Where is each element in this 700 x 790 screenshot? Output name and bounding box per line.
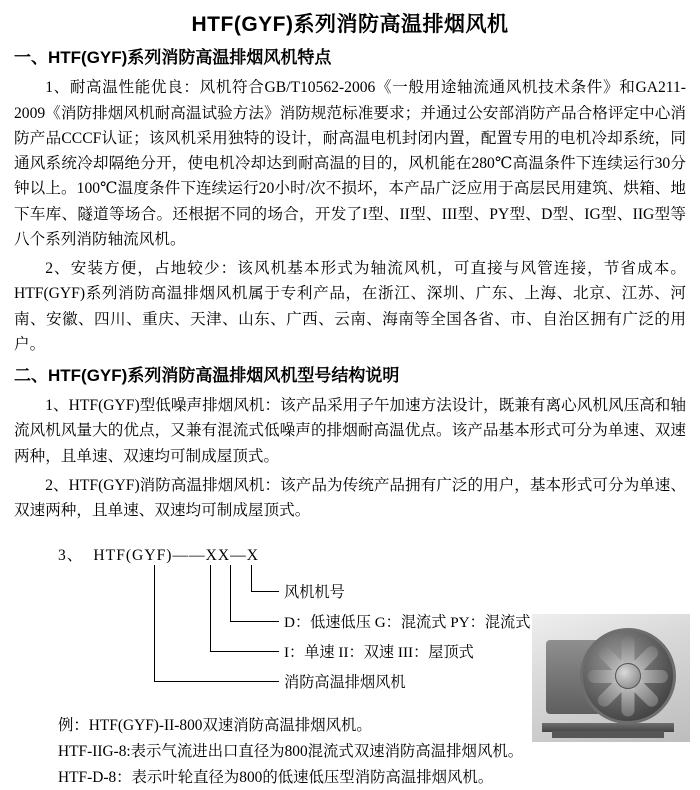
example-line-2: HTF-IIG-8:表示气流进出口直径为800混流式双速消防高温排烟风机。 <box>58 739 686 765</box>
callout-label-4: 消防高温排烟风机 <box>284 671 406 692</box>
leader-line-3-horizontal <box>210 651 279 652</box>
model-code-line <box>58 543 259 565</box>
page-title: HTF(GYF)系列消防高温排烟风机 <box>14 12 686 37</box>
example-line-3: HTF-D-8：表示叶轮直径为800的低速低压型消防高温排烟风机。 <box>58 765 686 790</box>
example-line-1: 例：HTF(GYF)-II-800双速消防高温排烟风机。 <box>58 713 686 739</box>
leader-line-1-vertical <box>251 565 252 591</box>
paragraph-1-1: 1、耐高温性能优良：风机符合GB/T10562-2006《一般用途轴流通风机技术条件》和GA211-2009《消防排烟风机耐高温试验方法》消防规范标准要求；并通过公安部消防产品合格评定中心消防产品CCCF认证；该风机采用独特的设计，耐高温电机封闭内置，配置专用的电机冷却系统，同通风系统冷却隔绝分开，使电机冷却达到耐高温的目的，风机能在280℃高温条件下连续运行30分钟以上。100℃温度条件下连续运行20小时/次不损坏，本产品广泛应用于高层民用建筑、烘箱、地下车库、隧道等场合。还根据不同的场合，开发了I型、II型、III型、PY型、D型、IG型、IIG型等八个系列消防轴流风机。 <box>14 75 686 252</box>
callout-label-1: 风机机号 <box>284 581 345 602</box>
fan-base-support <box>552 731 664 738</box>
leader-line-2-vertical <box>230 565 231 621</box>
leader-line-2-horizontal <box>230 621 279 622</box>
leader-line-4-horizontal <box>154 681 279 682</box>
leader-line-4-vertical <box>154 565 155 681</box>
fan-impeller-ring <box>580 628 676 724</box>
section-heading-2: 二、HTF(GYF)系列消防高温排烟风机型号结构说明 <box>14 365 686 387</box>
axial-fan-photo <box>532 614 690 742</box>
paragraph-1-2: 2、安装方便，占地较少：该风机基本形式为轴流风机，可直接与风管连接，节省成本。HTF(GYF)系列消防高温排烟风机属于专利产品，在浙江、深圳、广东、上海、北京、江苏、河南、安徽、四川、重庆、天津、山东、广西、云南、海南等全国各省、市、自治区拥有广泛的用户。 <box>14 256 686 357</box>
callout-label-2: D：低速低压 G：混流式 PY：混流式 <box>284 611 530 632</box>
leader-line-1-horizontal <box>251 591 279 592</box>
section-heading-1: 一、HTF(GYF)系列消防高温排烟风机特点 <box>14 47 686 69</box>
model-code-text: HTF(GYF)——XX—X <box>93 547 259 564</box>
callout-label-3: I：单速 II：双速 III：屋顶式 <box>284 641 474 662</box>
model-code-item-number: 3、 <box>58 547 83 564</box>
paragraph-2-2: 2、HTF(GYF)消防高温排烟风机：该产品为传统产品拥有广泛的用户，基本形式可分为单速、双速两种，且单速、双速均可制成屋顶式。 <box>14 473 686 524</box>
paragraph-2-1: 1、HTF(GYF)型低噪声排烟风机：该产品采用子午加速方法设计，既兼有离心风机风压高和轴流风机风量大的优点，又兼有混流式低噪声的排烟耐高温优点。该产品基本形式可分为单速、双速两种，且单速、双速均可制成屋顶式。 <box>14 393 686 469</box>
leader-line-3-vertical <box>210 565 211 651</box>
fan-hub <box>615 663 641 689</box>
